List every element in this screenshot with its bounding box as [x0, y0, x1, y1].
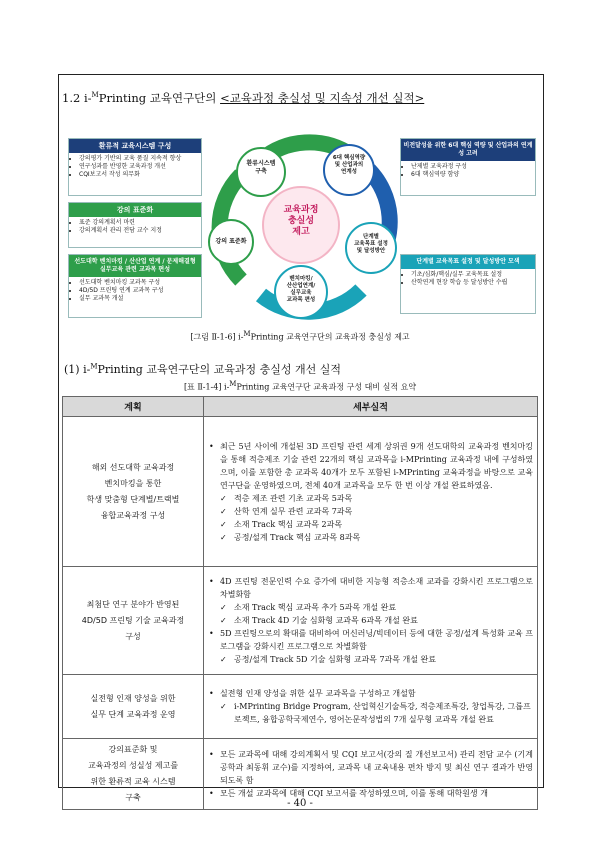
section-title: 1.2 i-$^M$Printing 교육연구단의 <교육과정 충실성 및 지속성 개선 실적> — [62, 91, 425, 105]
subsection-title: (1) i-$^M$Printing 교육연구단의 교육과정 충실성 개선 실적 — [64, 362, 341, 376]
node-competency-label: 6대 핵심역량 및 산업과의 연계성 — [332, 155, 366, 175]
figure-caption: [그림 Ⅱ-1-6] i-$^M$Printing 교육연구단의 교육과정 충실성 제고 — [190, 330, 410, 342]
details-cell: • 모든 교과목에 대해 강의계획서 및 CQI 보고서(강의 질 개선보고서) 관리 전담 교수 (기계공학과 최동휘 교수)를 지정하여, 교과목 내 교육내용 편차 방지 및 최신 연구 결과가 반영되도록 함 • 모든 개설 교과목에 대해 CQI 보고서를 작성하였으며, 이를 통해 대학원생 개 — [204, 739, 538, 810]
plan-cell: 최첨단 연구 분야가 반영된 4D/5D 프린팅 기술 교육과정 구성 — [63, 567, 204, 675]
right-box-1: 비전달성을 위한 6대 핵심 역량 및 산업과의 연계성 고려 • 난제별 교육과정 구성 • 6대 핵심역량 함양 — [400, 138, 536, 196]
details-cell: • 4D 프린팅 전문인력 수요 증가에 대비한 지능형 적층소재 교과를 강화시킨 프로그램으로 차별화함 ✓ 소재 Track 핵심 교과목 추가 5과목 개설 완료 ✓ 소재 Track 4D 기술 심화형 교과목 6과목 개설 완료 • 5D 프린팅으로의 확대를 대비하여 머신러닝/빅데이터 등에 대한 공정/설계 특성화 교육 프로그램을 강화시킨 프로그램으로 차별화함 ✓ 공정/설계 Track 5D 기술 심화형 교과목 7과목 개설 완료 — [204, 567, 538, 675]
table-row — [63, 675, 538, 739]
center-label: 교육과정 충실성 제고 — [283, 205, 319, 237]
table-row — [63, 417, 538, 567]
left-box-2: 강의 표준화 • 표준 강의계획서 마련 • 강의계획서 관리 전담 교수 지정 — [68, 202, 202, 248]
plan-cell: 해외 선도대학 교육과정 벤치마킹을 통한 학생 맞춤형 단계별/트랙별 융합교육과정 구성 — [63, 417, 204, 567]
header-details: 세부실적 — [204, 397, 538, 417]
node-goal-label: 단계별 교육목표 설정 및 달성방안 — [354, 234, 388, 254]
node-standard-label: 강의 표준화 — [215, 238, 247, 245]
node-benchmark-label: 벤치마킹/ 산산업연계/ 실무교육 교과목 편성 — [286, 276, 316, 303]
section-title-underlined: <교육과정 충실성 및 지속성 개선 실적> — [220, 91, 425, 105]
node-feedback-label: 환류시스템 구축 — [246, 160, 276, 175]
plan-cell: 실전형 인재 양성을 위한 실무 단계 교육과정 운영 — [63, 675, 204, 739]
details-cell: • 최근 5년 사이에 개설된 3D 프린팅 관련 세계 상위권 9개 선도대학의 교육과정 벤치마킹을 통해 적층제조 기술 관련 22개의 핵심 교과목을 i-MPrinting 교육과정 내에 구성하였으며, 이를 포함한 총 교과목 40개가 모두 포함된 i-MPrinting 교육과정을 바탕으로 교육연구단을 운영하였으며, 전체 40개 교과목을 모두 한 번 이상 개설 완료하였음. ✓ 적층 제조 관련 기초 교과목 5과목 ✓ 산학 연계 실무 관련 교과목 7과목 ✓ 소재 Track 핵심 교과목 2과목 ✓ 공정/설계 Track 핵심 교과목 8과목 — [204, 417, 538, 567]
curriculum-cycle-diagram — [66, 130, 536, 320]
header-plan: 계획 — [63, 397, 204, 417]
right-box-2: 단계별 교육목표 설정 및 달성방안 모색 • 기초/심화/핵심/실무 교육목표 설정 • 산학연계 현장 학습 등 달성방안 수립 — [400, 254, 536, 314]
details-cell: • 실전형 인재 양성을 위한 실무 교과목을 구성하고 개설함 ✓ i-MPrinting Bridge Program, 산업혁신기술특강, 적층제조특강, 창업특강, 그룹프로젝트, 융합공학국제연수, 영어논문작성법의 7개 실무형 교과목 개설 완료 — [204, 675, 538, 739]
table-caption: [표 Ⅱ-1-4] i-$^M$Printing 교육연구단 교육과정 구성 대비 실적 요약 — [183, 380, 417, 392]
plan-cell: 강의표준화 및 교육과정의 성실성 제고를 위한 환류적 교육 시스템 구축 — [63, 739, 204, 810]
left-box-1: 환류적 교육시스템 구성 • 강의평가 기반의 교육 품질 지속적 향상 • 연구성과를 반영한 교육과정 개선 • CQI보고서 작성 의무화 — [68, 138, 202, 196]
results-table — [62, 396, 538, 810]
left-box-3: 선도대학 벤치마킹 / 산산업 연계 / 문제해결형 실무교육 관련 교과목 편성 • 선도대학 벤치마킹 교과목 구성 • 4D/5D 프린팅 연계 교과목 구성 • 실무 교과목 개설 — [68, 254, 202, 318]
table-row — [63, 567, 538, 675]
table-header-row — [63, 397, 538, 417]
page-number: - 40 - — [287, 798, 313, 809]
